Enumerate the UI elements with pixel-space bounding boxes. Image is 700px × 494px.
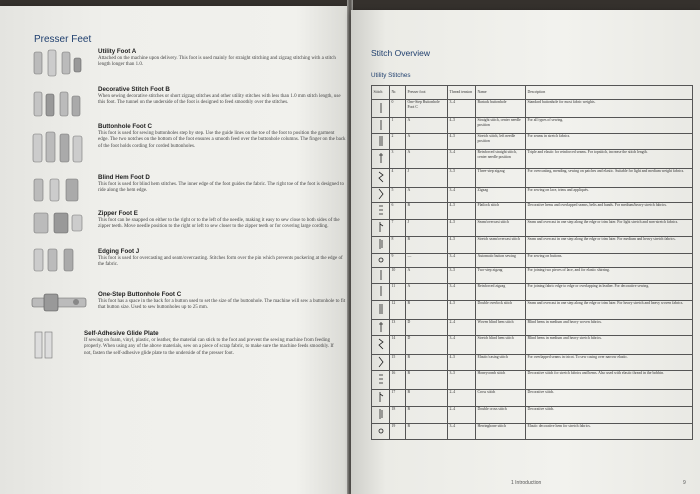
foot-name: Buttonhole Foot C xyxy=(98,123,152,130)
cell-nr: 6 xyxy=(390,202,406,219)
cell-desc: Decorative hems and overlapped seams, belts and bands. For medium/heavy stretch fabrics. xyxy=(526,202,693,219)
cell-desc: Seam and overcast in one step along the edge or trim later. For heavy stretch and heavy woven fabrics. xyxy=(526,301,693,320)
table-row xyxy=(372,188,693,203)
stitch-symbol-cell xyxy=(372,424,390,440)
cell-name: Seam/overcast stitch xyxy=(476,219,526,236)
table-row xyxy=(372,284,693,301)
table-row xyxy=(372,253,693,268)
foot-description: If sewing on foam, vinyl, plastic, or leather, the material can stick to the foot and prevent the sewing machine from feeding properly. When using any of the above materials, sew on a piece of scrap fabric, to make sure the machine feeds smoothly. If not, fasten the self-adhesive glide plate to the underside of the presser foot. xyxy=(84,338,334,356)
stitch-symbol-cell xyxy=(372,390,390,407)
cell-tension: 3–4 xyxy=(448,188,476,203)
cell-tension: 3–4 xyxy=(448,336,476,355)
foot-entry xyxy=(98,48,346,69)
section-subtitle: Utility Stitches xyxy=(371,72,411,79)
cell-foot: D xyxy=(406,336,448,355)
stitch-symbol-icon xyxy=(377,303,385,315)
foot-name: Edging Foot J xyxy=(98,248,140,255)
cell-nr: 17 xyxy=(390,390,406,407)
table-row xyxy=(372,268,693,284)
cell-desc: For overcasting, mending, sewing on patches and elastic. Suitable for light and medium weight fabrics. xyxy=(526,169,693,188)
buttonhole-foot-illustration xyxy=(30,290,86,316)
cell-foot: A xyxy=(406,188,448,203)
cell-name: Automatic button sewing xyxy=(476,253,526,268)
foot-description: This foot has a space in the back for a button used to set the size of the buttonhole. The machine will sew a buttonhole to fit that button size. Used to sew buttonholes up to 25 mm. xyxy=(98,299,346,311)
cell-nr: 19 xyxy=(390,424,406,440)
column-header: Description xyxy=(526,86,693,100)
table-row xyxy=(372,236,693,253)
cell-name: Double overlock stitch xyxy=(476,301,526,320)
foot-description: When sewing decorative stitches or short zigzag stitches and other utility stitches with less than 1.0 mm stitch length, use this foot. The tunnel on the underside of the foot is designed to feed smoothly over the stitches. xyxy=(98,94,341,106)
cell-tension: 4–5 xyxy=(448,355,476,371)
stitch-symbol-cell xyxy=(372,320,390,336)
cell-foot: D xyxy=(406,320,448,336)
cell-desc: For sewing on buttons. xyxy=(526,253,693,268)
stitch-symbol-cell xyxy=(372,236,390,253)
stitch-symbol-icon xyxy=(377,135,385,147)
cell-name: Zigzag xyxy=(476,188,526,203)
cell-tension: 4–5 xyxy=(448,134,476,150)
cell-tension: 4–5 xyxy=(448,301,476,320)
cell-name: Reinforced straight stitch, center needle position xyxy=(476,150,526,169)
stitch-symbol-cell xyxy=(372,169,390,188)
foot-entry xyxy=(98,86,346,107)
cell-nr: 18 xyxy=(390,407,406,424)
table-row xyxy=(372,301,693,320)
stitch-symbol-icon xyxy=(377,408,385,420)
page-title: Stitch Overview xyxy=(371,48,431,58)
cell-name: Stretch seam/overcast stitch xyxy=(476,236,526,253)
stitch-symbol-cell xyxy=(372,150,390,169)
table-row xyxy=(372,320,693,336)
cell-tension: 3–4 xyxy=(448,100,476,118)
cell-tension: 2–4 xyxy=(448,390,476,407)
stitch-symbol-cell xyxy=(372,118,390,134)
cell-tension: 4–5 xyxy=(448,202,476,219)
stitch-symbol-icon xyxy=(377,171,385,183)
stitch-symbol-icon xyxy=(377,321,385,333)
cell-nr: 7 xyxy=(390,219,406,236)
cell-name: Stretch blind hem stitch xyxy=(476,336,526,355)
cell-tension: 3–4 xyxy=(448,150,476,169)
left-page xyxy=(0,6,349,494)
cell-name: Honeycomb stitch xyxy=(476,371,526,390)
table-row xyxy=(372,219,693,236)
cell-tension: 3–5 xyxy=(448,371,476,390)
stitch-symbol-icon xyxy=(377,269,385,281)
cell-tension: 3–4 xyxy=(448,284,476,301)
stitch-symbol-icon xyxy=(377,204,385,216)
foot-description: This foot is used for sewing buttonholes step by step. Use the guide lines on the toe of the foot to position the garment edge. The two notches on the bottom of the foot ensures a smooth feed over the buttonhole columns. The finger on the back of the foot holds cording for corded buttonholes. xyxy=(98,131,346,149)
foot-description: This foot can be snapped on either to the right or to the left of the needle, making it easy to sew close to both sides of the zipper teeth. Move needle position to the right or left to sew closer to the zipper teeth or for covering large cording. xyxy=(98,218,340,230)
cell-desc: Seam and overcast in one step along the edge or trim later. For light stretch and non-stretch fabrics. xyxy=(526,219,693,236)
cell-name: Reinforced zigzag xyxy=(476,284,526,301)
stitch-symbol-icon xyxy=(377,152,385,164)
foot-description: This foot is used for blind hem stitches. The inner edge of the foot guides the fabric. The right toe of the foot is designed to ride along the hem edge. xyxy=(98,182,345,194)
cell-foot: B xyxy=(406,390,448,407)
cell-name: Flatlock stitch xyxy=(476,202,526,219)
stitch-symbol-cell xyxy=(372,336,390,355)
cell-foot: A xyxy=(406,284,448,301)
stitch-symbol-cell xyxy=(372,301,390,320)
stitch-symbol-cell xyxy=(372,253,390,268)
stitch-symbol-cell xyxy=(372,219,390,236)
cell-foot: One-Step Buttonhole Foot C xyxy=(406,100,448,118)
cell-tension: 3–5 xyxy=(448,268,476,284)
page-title: Presser Feet xyxy=(34,34,92,45)
foot-entry xyxy=(98,248,346,269)
stitch-symbol-icon xyxy=(377,102,385,114)
table-row xyxy=(372,371,693,390)
stitch-symbol-cell xyxy=(372,284,390,301)
presser-foot-illustration xyxy=(30,176,86,206)
stitch-table xyxy=(371,85,693,440)
cell-nr: 2 xyxy=(390,134,406,150)
column-header: Presser foot xyxy=(406,86,448,100)
cell-desc: Seam and overcast in one step along the edge or trim later. For medium and heavy stretch fabrics. xyxy=(526,236,693,253)
cell-tension: 2–4 xyxy=(448,407,476,424)
stitch-symbol-cell xyxy=(372,202,390,219)
cell-foot: B xyxy=(406,301,448,320)
cell-desc: For overlapped seams in tricot. To sew casing over narrow elastic. xyxy=(526,355,693,371)
cell-tension: 3–4 xyxy=(448,253,476,268)
cell-nr: 11 xyxy=(390,284,406,301)
foot-description: Attached on the machine upon delivery. This foot is used mainly for straight stitching and zigzag stitching with a stitch length longer than 1.0. xyxy=(98,56,336,68)
cell-name: Woven blind hem stitch xyxy=(476,320,526,336)
right-page xyxy=(351,10,700,494)
cell-desc: Elastic decorative hem for stretch fabrics. xyxy=(526,424,693,440)
table-row xyxy=(372,355,693,371)
foot-name: Blind Hem Foot D xyxy=(98,174,150,181)
cell-desc: For joining fabric edge to edge or overlapping in leather. For decorative sewing. xyxy=(526,284,693,301)
cell-nr: 10 xyxy=(390,268,406,284)
cell-name: Double cross stitch xyxy=(476,407,526,424)
stitch-symbol-cell xyxy=(372,268,390,284)
cell-desc: Blind hems in medium and heavy stretch fabrics. xyxy=(526,336,693,355)
cell-foot: A xyxy=(406,150,448,169)
cell-desc: For sewing on lace, trims and appliqués. xyxy=(526,188,693,203)
foot-name: One-Step Buttonhole Foot C xyxy=(98,291,182,298)
cell-nr: 12 xyxy=(390,301,406,320)
table-row xyxy=(372,118,693,134)
table-row xyxy=(372,424,693,440)
cell-tension: 4–5 xyxy=(448,236,476,253)
cell-name: Herringbone stitch xyxy=(476,424,526,440)
cell-nr: 9 xyxy=(390,253,406,268)
stitch-symbol-cell xyxy=(372,407,390,424)
foot-name: Utility Foot A xyxy=(98,48,137,55)
foot-entry xyxy=(98,210,346,231)
cell-name: Three-step zigzag xyxy=(476,169,526,188)
column-header: Name xyxy=(476,86,526,100)
stitch-symbol-cell xyxy=(372,371,390,390)
stitch-symbol-icon xyxy=(377,188,385,200)
foot-name: Decorative Stitch Foot B xyxy=(98,86,170,93)
cell-tension: 3–4 xyxy=(448,424,476,440)
cell-nr: 16 xyxy=(390,371,406,390)
presser-foot-illustration xyxy=(30,48,86,82)
stitch-symbol-icon xyxy=(377,238,385,250)
stitch-symbol-icon xyxy=(377,391,385,403)
stitch-symbol-icon xyxy=(377,119,385,131)
cell-tension: 2–4 xyxy=(448,320,476,336)
cell-foot: J xyxy=(406,169,448,188)
column-header: Stitch xyxy=(372,86,390,100)
stitch-symbol-icon xyxy=(377,221,385,233)
table-row xyxy=(372,390,693,407)
cell-foot: A xyxy=(406,134,448,150)
cell-desc: Standard buttonhole for most fabric weights. xyxy=(526,100,693,118)
cell-nr: 8 xyxy=(390,236,406,253)
stitch-symbol-icon xyxy=(377,338,385,350)
cell-name: Two-step zigzag xyxy=(476,268,526,284)
stitch-symbol-icon xyxy=(377,254,385,266)
stitch-symbol-icon xyxy=(377,373,385,385)
stitch-table-body xyxy=(372,100,693,440)
cell-nr: 0 xyxy=(390,100,406,118)
table-row xyxy=(372,100,693,118)
cell-nr: 15 xyxy=(390,355,406,371)
stitch-symbol-icon xyxy=(377,425,385,437)
cell-nr: 13 xyxy=(390,320,406,336)
cell-foot: — xyxy=(406,253,448,268)
cell-name: Cross stitch xyxy=(476,390,526,407)
table-row xyxy=(372,407,693,424)
cell-tension: 3–5 xyxy=(448,169,476,188)
presser-foot-illustration xyxy=(30,130,86,168)
table-row xyxy=(372,169,693,188)
cell-foot: B xyxy=(406,424,448,440)
page-number: 9 xyxy=(683,480,686,486)
table-row xyxy=(372,336,693,355)
cell-foot: B xyxy=(406,371,448,390)
cell-desc: Decorative stitch. xyxy=(526,407,693,424)
cell-tension: 4–5 xyxy=(448,118,476,134)
cell-nr: 4 xyxy=(390,169,406,188)
stitch-symbol-cell xyxy=(372,355,390,371)
presser-foot-illustration xyxy=(30,246,86,276)
cell-foot: B xyxy=(406,355,448,371)
table-row xyxy=(372,134,693,150)
cell-desc: For all types of sewing. xyxy=(526,118,693,134)
cell-name: Elastic/casing stitch xyxy=(476,355,526,371)
footer-section: 1 Introduction xyxy=(511,480,542,486)
cell-desc: Decorative stitch. xyxy=(526,390,693,407)
foot-entry xyxy=(98,123,346,150)
foot-name: Self-Adhesive Glide Plate xyxy=(84,330,159,337)
foot-name: Zipper Foot E xyxy=(98,210,138,217)
cell-nr: 1 xyxy=(390,118,406,134)
cell-desc: Triple and elastic for reinforced seams. For topstitch, increase the stitch length. xyxy=(526,150,693,169)
cell-nr: 3 xyxy=(390,150,406,169)
cell-tension: 4–5 xyxy=(448,219,476,236)
cell-foot: J xyxy=(406,219,448,236)
stitch-symbol-cell xyxy=(372,188,390,203)
cell-desc: Blind hems in medium and heavy woven fabrics. xyxy=(526,320,693,336)
glide-plate-illustration xyxy=(34,331,54,366)
table-row xyxy=(372,150,693,169)
cell-name: Stretch stitch, left needle position xyxy=(476,134,526,150)
foot-entry xyxy=(98,291,346,312)
cell-foot: B xyxy=(406,236,448,253)
foot-entry xyxy=(84,330,342,357)
cell-foot: A xyxy=(406,118,448,134)
presser-foot-illustration xyxy=(30,88,86,122)
cell-foot: A xyxy=(406,268,448,284)
cell-foot: B xyxy=(406,407,448,424)
column-header: Thread tension xyxy=(448,86,476,100)
cell-desc: Decorative stitch for stretch fabrics and hems. Also used with elastic thread in the bobbin. xyxy=(526,371,693,390)
table-row xyxy=(372,202,693,219)
cell-name: Straight stitch, center needle position xyxy=(476,118,526,134)
cell-nr: 14 xyxy=(390,336,406,355)
column-header: Nr. xyxy=(390,86,406,100)
cell-desc: For seams in stretch fabrics. xyxy=(526,134,693,150)
stitch-symbol-icon xyxy=(377,356,385,368)
foot-description: This foot is used for overcasting and seam/overcasting. Stitches form over the pin which prevents puckering at the edge of the fabric. xyxy=(98,256,343,268)
cell-nr: 5 xyxy=(390,188,406,203)
stitch-symbol-cell xyxy=(372,100,390,118)
foot-entry xyxy=(98,174,346,195)
presser-foot-illustration xyxy=(30,210,86,240)
table-header-row xyxy=(372,86,693,100)
stitch-symbol-cell xyxy=(372,134,390,150)
cell-name: Bartack buttonhole xyxy=(476,100,526,118)
cell-desc: For joining two pieces of lace, and for elastic shirring. xyxy=(526,268,693,284)
cell-foot: B xyxy=(406,202,448,219)
stitch-symbol-icon xyxy=(377,285,385,297)
